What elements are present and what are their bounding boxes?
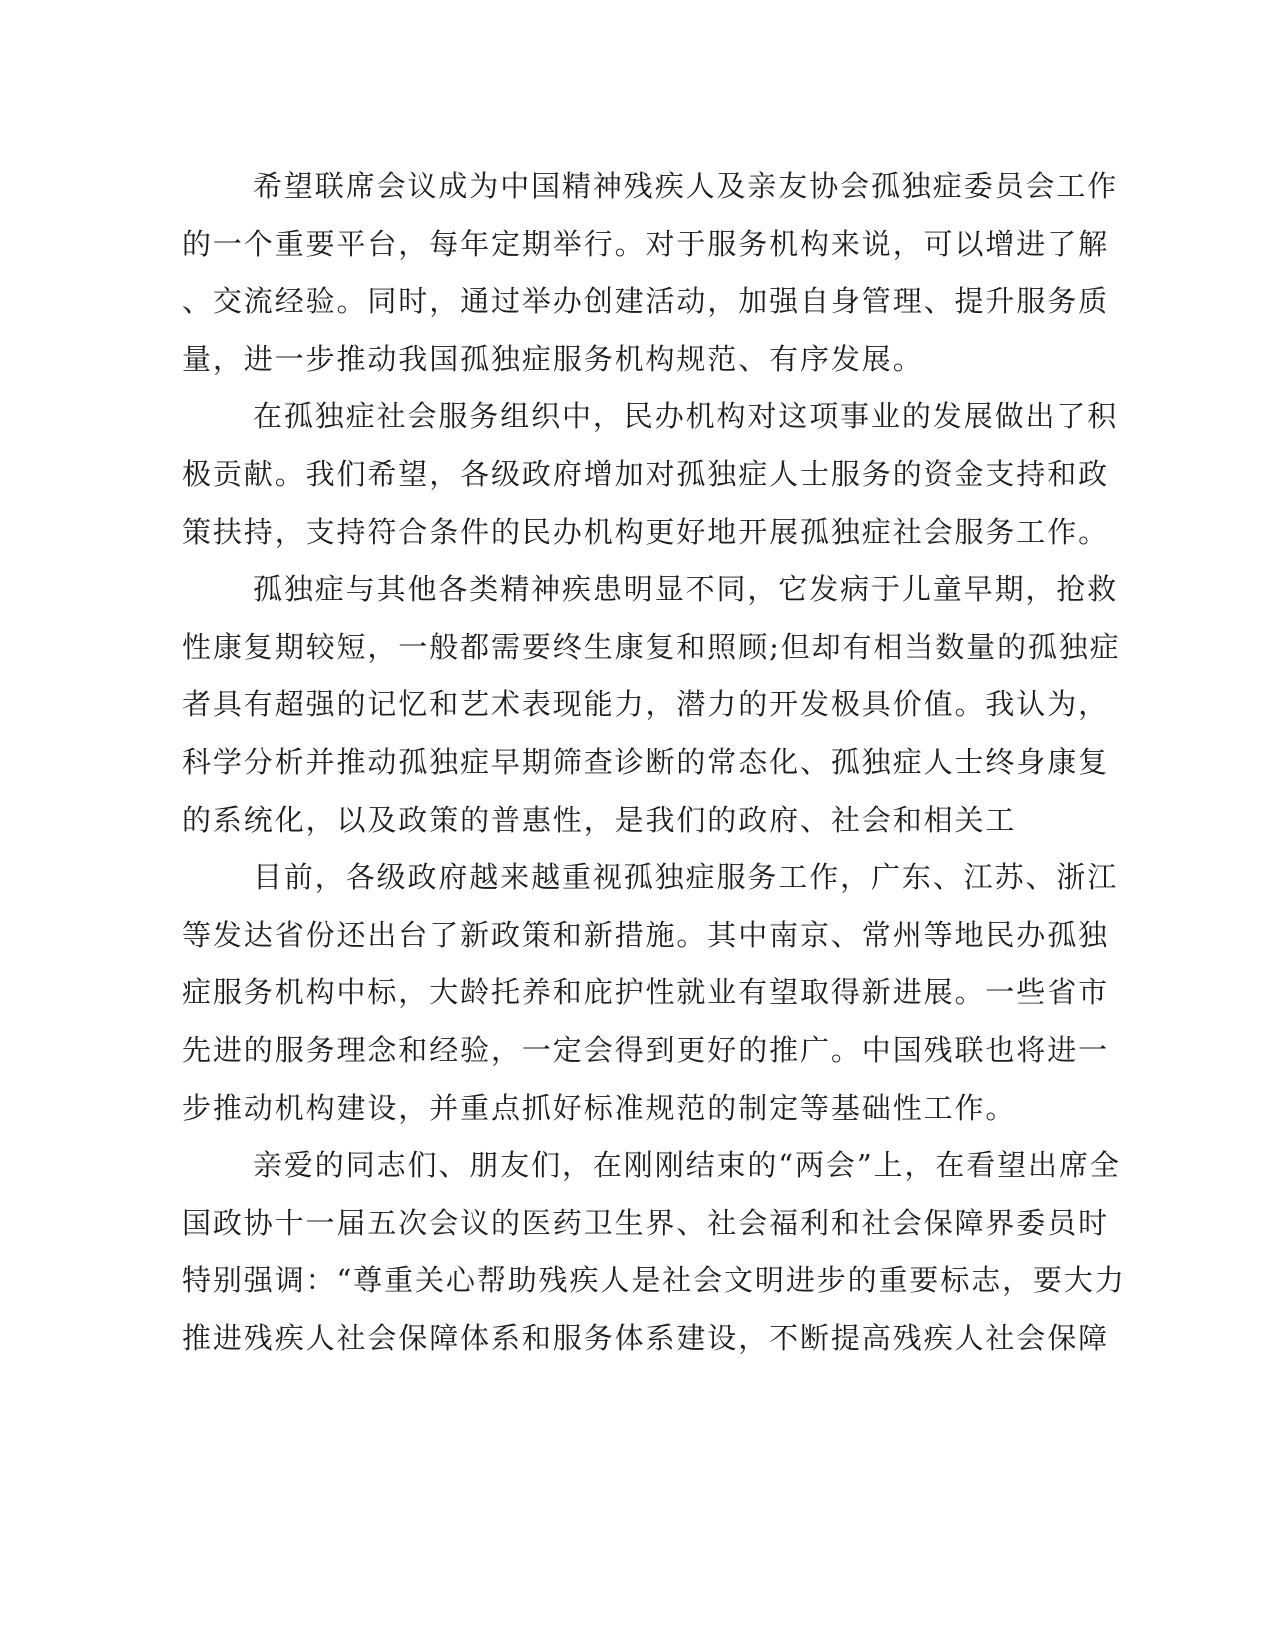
text-line: 等发达省份还出台了新政策和新措施。其中南京、常州等地民办孤独 xyxy=(182,917,1110,952)
text-line: 的系统化，以及政策的普惠性，是我们的政府、社会和相关工 xyxy=(182,802,1017,837)
text-line: 策扶持，支持符合条件的民办机构更好地开展孤独症社会服务工作。 xyxy=(182,514,1110,549)
paragraph-first-line: 目前，各级政府越来越重视孤独症服务工作，广东、江苏、浙江 xyxy=(253,860,1119,895)
body-text xyxy=(182,158,1126,1367)
text-line: 科学分析并推动孤独症早期筛查诊断的常态化、孤独症人士终身康复 xyxy=(182,744,1110,779)
paragraph-first-line: 在孤独症社会服务组织中，民办机构对这项事业的发展做出了积 xyxy=(253,399,1119,434)
text-line: 的一个重要平台，每年定期举行。对于服务机构来说，可以增进了解 xyxy=(182,226,1110,261)
text-line: 、交流经验。同时，通过举办创建活动，加强自身管理、提升服务质 xyxy=(182,284,1110,319)
text-line: 极贡献。我们希望，各级政府增加对孤独症人士服务的资金支持和政 xyxy=(182,456,1110,491)
text-line: 推进残疾人社会保障体系和服务体系建设，不断提高残疾人社会保障 xyxy=(182,1320,1110,1355)
text-line: 国政协十一届五次会议的医药卫生界、社会福利和社会保障界委员时 xyxy=(182,1205,1110,1240)
text-line: 先进的服务理念和经验，一定会得到更好的推广。中国残联也将进一 xyxy=(182,1032,1110,1067)
paragraph-first-line: 亲爱的同志们、朋友们，在刚刚结束的“两会”上，在看望出席全 xyxy=(253,1148,1121,1183)
text-line: 步推动机构建设，并重点抓好标准规范的制定等基础性工作。 xyxy=(182,1090,1017,1125)
text-line: 者具有超强的记忆和艺术表现能力，潜力的开发极具价值。我认为， xyxy=(182,687,1110,722)
paragraph-first-line: 希望联席会议成为中国精神残疾人及亲友协会孤独症委员会工作 xyxy=(253,169,1119,203)
text-line: 性康复期较短，一般都需要终生康复和照顾;但却有相当数量的孤独症 xyxy=(182,629,1121,664)
text-line: 量，进一步推动我国孤独症服务机构规范、有序发展。 xyxy=(182,341,924,376)
text-line: 特别强调：“尊重关心帮助残疾人是社会文明进步的重要标志，要大力 xyxy=(182,1263,1126,1298)
paragraph-first-line: 孤独症与其他各类精神疾患明显不同，它发病于儿童早期，抢救 xyxy=(253,572,1119,607)
text-line: 症服务机构中标，大龄托养和庇护性就业有望取得新进展。一些省市 xyxy=(182,975,1110,1010)
